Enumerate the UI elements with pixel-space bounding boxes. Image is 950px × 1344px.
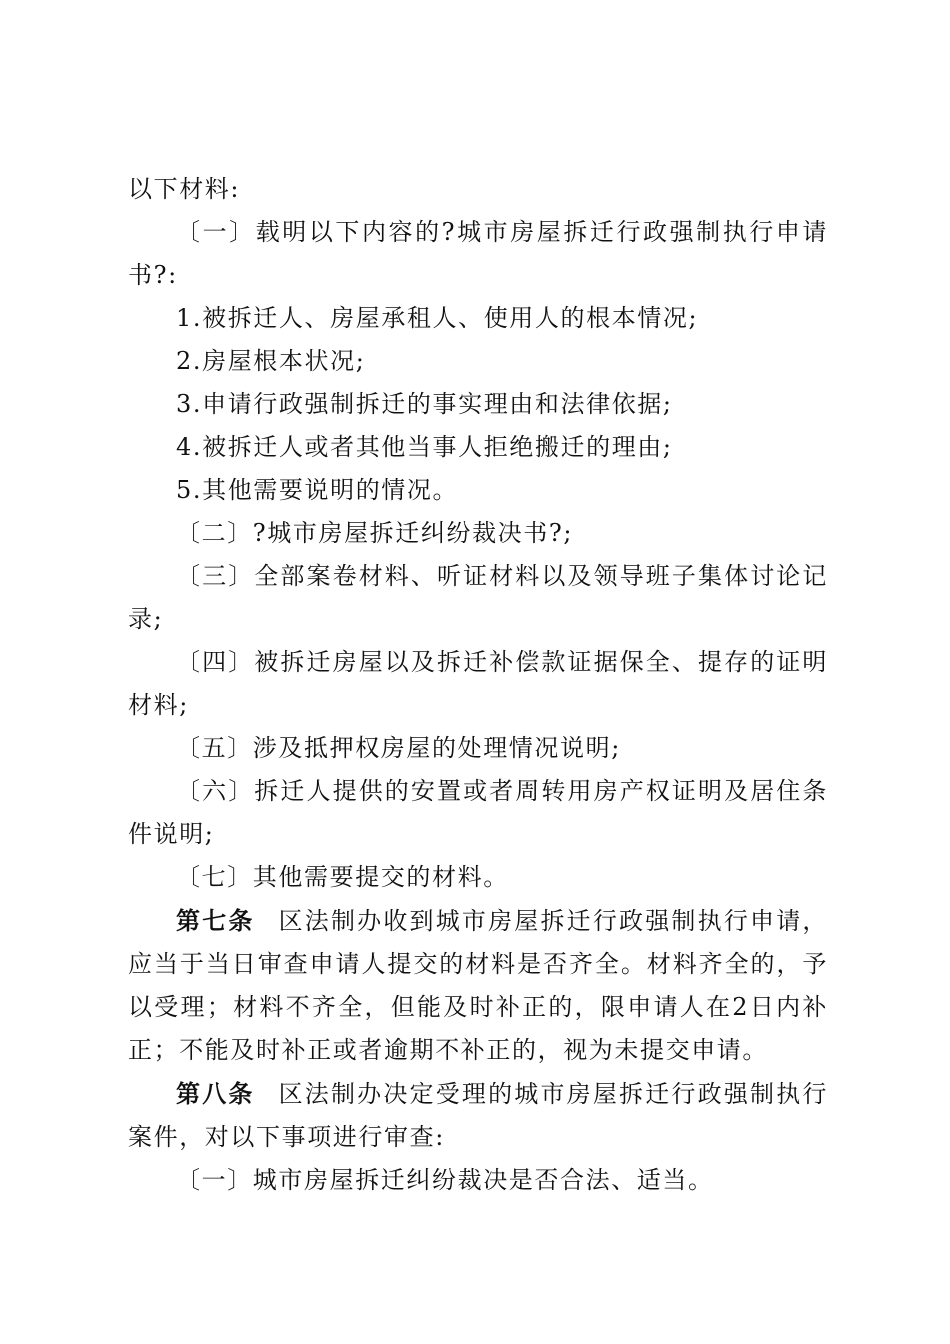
article-8-text: 区法制办决定受理的城市房屋拆迁行政强制执行案件，对以下事项进行审查: [128, 1080, 828, 1151]
article-7-heading: 第七条 [176, 906, 255, 935]
article-8-heading: 第八条 [176, 1079, 255, 1108]
paragraph-subitem-1: 1.被拆迁人、房屋承租人、使用人的根本情况; [176, 304, 699, 332]
paragraph-materials-intro: 以下材料: [128, 175, 241, 203]
paragraph-subitem-3: 3.申请行政强制拆迁的事实理由和法律依据; [176, 390, 673, 418]
paragraph-item-1: 〔一〕载明以下内容的?城市房屋拆迁行政强制执行申请书?: [128, 218, 828, 289]
paragraph-subitem-2: 2.房屋根本状况; [176, 347, 366, 375]
paragraph-article-8 [128, 1072, 828, 1159]
paragraph-item-5: 〔五〕涉及抵押权房屋的处理情况说明; [176, 734, 621, 762]
article-7-text: 区法制办收到城市房屋拆迁行政强制执行申请，应当于当日审查申请人提交的材料是否齐全。材料齐全的，予以受理；材料不齐全，但能及时补正的，限申请人在2日内补正；不能及时补正或者逾期不补正的，视为未提交申请。 [128, 907, 828, 1064]
document-body [128, 168, 828, 1202]
paragraph-subitem-4: 4.被拆迁人或者其他当事人拒绝搬迁的理由; [176, 433, 673, 461]
paragraph-article-7 [128, 899, 828, 1072]
paragraph-article-8-item-1: 〔一〕城市房屋拆迁纠纷裁决是否合法、适当。 [176, 1166, 714, 1194]
paragraph-item-6: 〔六〕拆迁人提供的安置或者周转用房产权证明及居住条件说明; [128, 777, 828, 848]
paragraph-item-4: 〔四〕被拆迁房屋以及拆迁补偿款证据保全、提存的证明材料; [128, 648, 828, 719]
paragraph-item-3: 〔三〕全部案卷材料、听证材料以及领导班子集体讨论记录; [128, 562, 828, 633]
paragraph-subitem-5: 5.其他需要说明的情况。 [176, 476, 459, 504]
paragraph-item-2: 〔二〕?城市房屋拆迁纠纷裁决书?; [176, 519, 574, 547]
paragraph-item-7: 〔七〕其他需要提交的材料。 [176, 863, 509, 891]
